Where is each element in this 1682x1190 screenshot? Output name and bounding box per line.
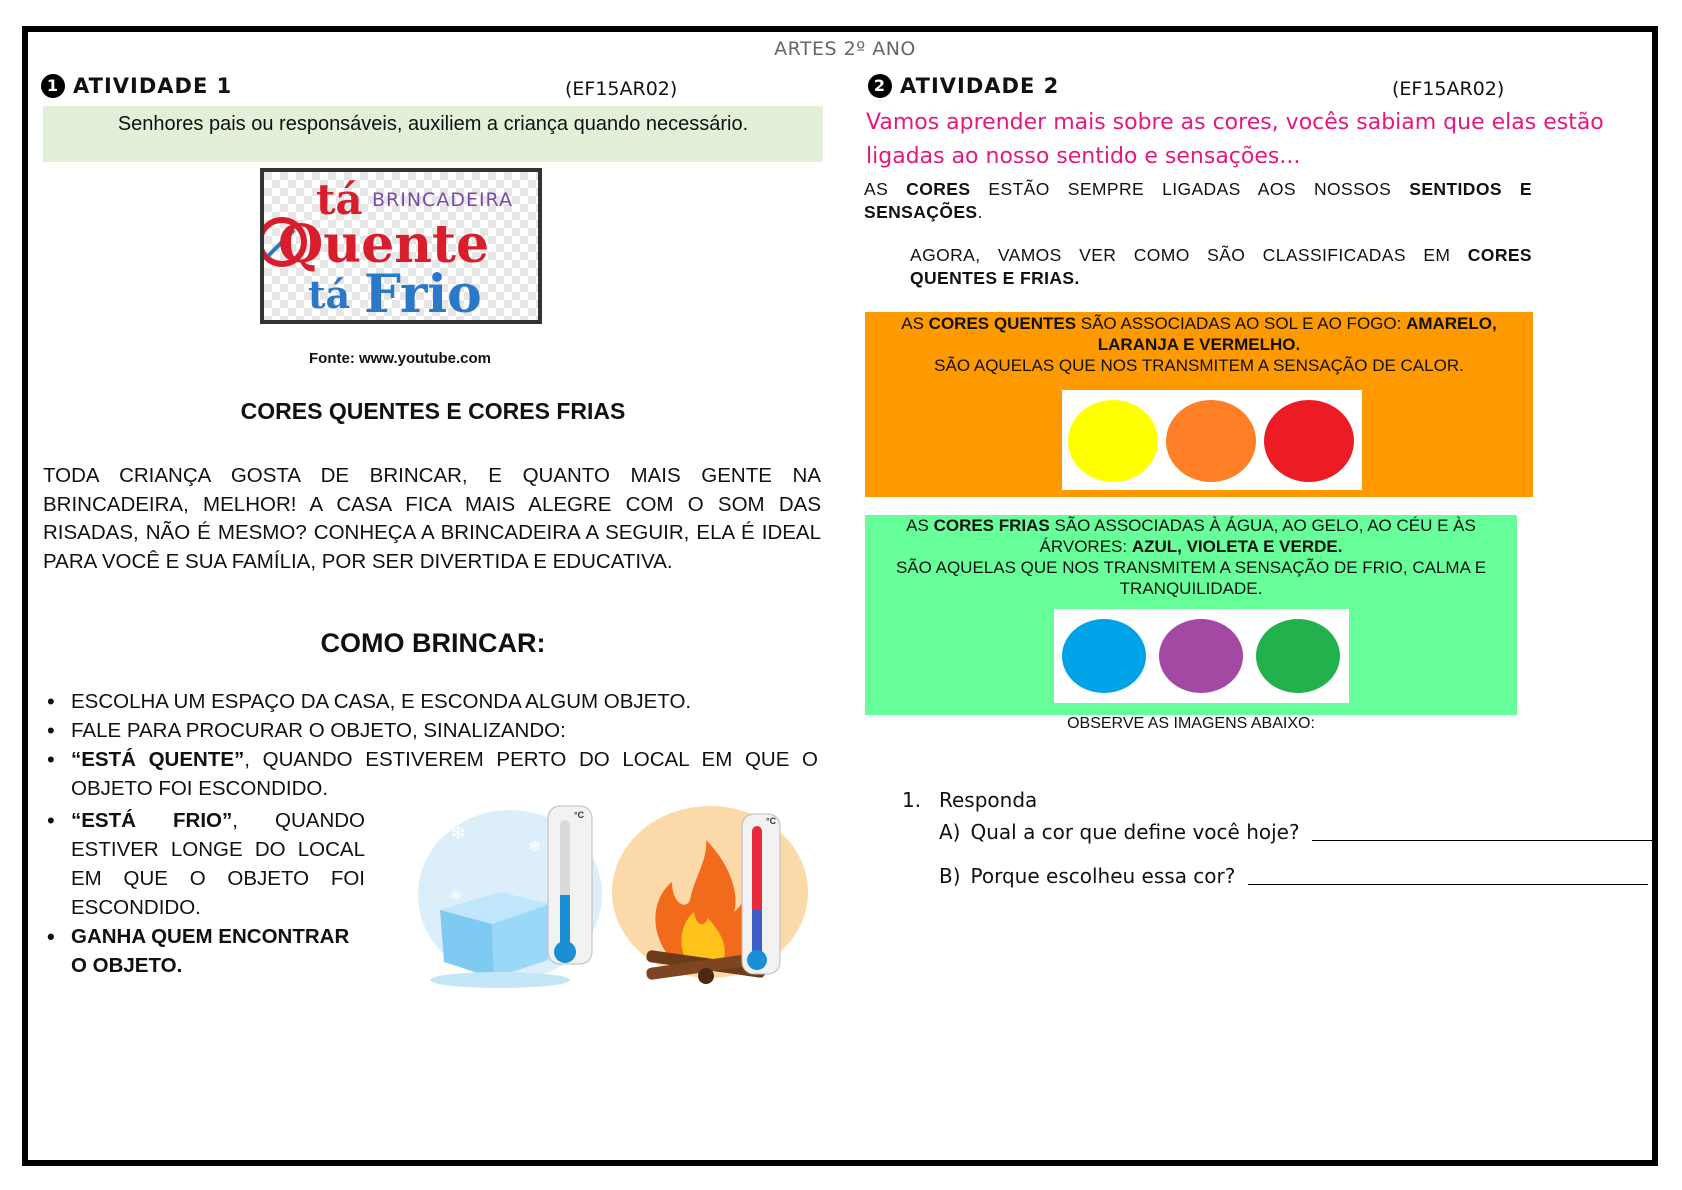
- senses-text-2: ESTÃO SEMPRE LIGADAS AOS NOSSOS: [970, 179, 1410, 199]
- cool-bold-2: AZUL, VIOLETA E VERDE.: [1131, 537, 1343, 556]
- cool-colors-text: [865, 515, 1517, 599]
- question-number: 1.: [902, 788, 922, 812]
- activity-2-number: 2: [868, 74, 892, 98]
- step-4-text: , QUANDO ESTIVER LONGE DO LOCAL EM QUE O OBJETO FOI ESCONDIDO.: [71, 809, 365, 919]
- logo-frio: Frio: [364, 264, 482, 320]
- question-b-text: Porque escolheu essa cor?: [970, 864, 1236, 888]
- question-title: Responda: [939, 788, 1038, 812]
- svg-text:❄: ❄: [450, 823, 467, 845]
- cool-colors-box: [865, 515, 1517, 715]
- question-b: [939, 864, 1649, 888]
- activity-2-label: ATIVIDADE 2: [900, 74, 1060, 98]
- activity-1-code: (EF15AR02): [565, 78, 678, 100]
- classification-text: AGORA, VAMOS VER COMO SÃO CLASSIFICADAS EM: [910, 245, 1468, 265]
- svg-text:❄: ❄: [528, 839, 542, 856]
- warm-bold-1: CORES QUENTES: [928, 314, 1077, 333]
- warm-text-3: SÃO AQUELAS QUE NOS TRANSMITEM A SENSAÇÃO DE CALOR.: [934, 356, 1464, 375]
- step-4-bold: “ESTÁ FRIO”: [71, 809, 233, 832]
- steps-list: [43, 687, 818, 803]
- classification-bold: CORES QUENTES E FRIAS.: [910, 245, 1532, 288]
- intro-paragraph: TODA CRIANÇA GOSTA DE BRINCAR, E QUANTO MAIS GENTE NA BRINCADEIRA, MELHOR! A CASA FICA MAIS ALEGRE COM O SOM DAS RISADAS, NÃO É MESMO? CONHEÇA A BRINCADEIRA A SEGUIR, ELA É IDEAL PARA VOCÊ E SUA FAMÍLIA, POR SER DIVERTIDA E EDUCATIVA.: [43, 464, 821, 573]
- logo-quente: Quente: [278, 214, 490, 275]
- observe-note: OBSERVE AS IMAGENS ABAIXO:: [1067, 715, 1315, 732]
- swatch-yellow: [1068, 400, 1158, 482]
- warm-bold-2: AMARELO, LARANJA E VERMELHO.: [1097, 314, 1497, 354]
- colors-intro: Vamos aprender mais sobre as cores, vocês sabiam que elas estão ligadas ao nosso sentido e sensações...: [866, 110, 1604, 169]
- how-to-play-heading: COMO BRINCAR:: [320, 628, 546, 658]
- classification-paragraph: [910, 244, 1532, 290]
- cool-text-1: AS: [906, 516, 934, 535]
- unit-label-hot: °C: [766, 816, 777, 826]
- cool-text-3: SÃO AQUELAS QUE NOS TRANSMITEM A SENSAÇÃO DE FRIO, CALMA E TRANQUILIDADE.: [895, 558, 1487, 598]
- activity-1-title: [41, 74, 232, 98]
- steps-list-continued: [43, 806, 365, 980]
- senses-text-1: AS: [864, 179, 907, 199]
- swatch-red: [1264, 400, 1354, 482]
- question-a-text: Qual a cor que define você hoje?: [970, 820, 1300, 844]
- cool-swatches: [1054, 609, 1349, 703]
- senses-bold-2: SENTIDOS E SENSAÇÕES: [864, 179, 1532, 222]
- warm-swatches: [1062, 390, 1362, 490]
- logo-art: [264, 172, 538, 320]
- section-heading: CORES QUENTES E CORES FRIAS: [240, 398, 626, 424]
- image-source: Fonte: www.youtube.com: [309, 350, 491, 367]
- swatch-green: [1256, 619, 1340, 693]
- activity-2-code: (EF15AR02): [1392, 78, 1505, 100]
- unit-label-cold: °C: [574, 810, 585, 820]
- swatch-violet: [1159, 619, 1243, 693]
- step-4: [43, 806, 365, 922]
- activity-2-title: [868, 74, 1059, 98]
- game-logo: [260, 168, 542, 324]
- swatch-orange: [1166, 400, 1256, 482]
- step-5: • GANHA QUEM ENCONTRAR O OBJETO.: [43, 922, 365, 980]
- step-3-bold: “ESTÁ QUENTE”: [71, 748, 245, 771]
- activity-1-number: 1: [41, 74, 65, 98]
- thermometer-hot-icon: [742, 814, 780, 974]
- question-a-label: A): [939, 820, 961, 844]
- warm-colors-text: [865, 313, 1533, 376]
- step-3: [43, 745, 818, 803]
- logo-ta-2: tá: [308, 272, 351, 317]
- logo-ta-1: tá: [316, 175, 363, 224]
- answer-a-line[interactable]: [1312, 822, 1652, 841]
- step-2: • FALE PARA PROCURAR O OBJETO, SINALIZANDO:: [43, 716, 818, 745]
- hot-cold-illustration: [410, 800, 820, 995]
- activity-1-label: ATIVIDADE 1: [73, 74, 233, 98]
- warm-text-2: SÃO ASSOCIADAS AO SOL E AO FOGO:: [1076, 314, 1407, 333]
- step-1: • ESCOLHA UM ESPAÇO DA CASA, E ESCONDA ALGUM OBJETO.: [43, 687, 818, 716]
- question-a: [939, 820, 1649, 844]
- cool-bold-1: CORES FRIAS: [933, 516, 1050, 535]
- logo-brincadeira: BRINCADEIRA: [372, 189, 513, 211]
- senses-text-3: .: [977, 202, 983, 222]
- warm-text-1: AS: [901, 314, 929, 333]
- parents-notice: Senhores pais ou responsáveis, auxiliem a criança quando necessário.: [43, 106, 823, 162]
- answer-b-line[interactable]: [1248, 866, 1648, 885]
- senses-bold-1: CORES: [906, 179, 971, 199]
- step-3-text: , QUANDO ESTIVEREM PERTO DO LOCAL EM QUE O OBJETO FOI ESCONDIDO.: [71, 748, 819, 800]
- swatch-blue: [1062, 619, 1146, 693]
- thermometer-cold-icon: [548, 806, 592, 964]
- page-header: ARTES 2º ANO: [774, 38, 916, 60]
- warm-colors-box: [865, 312, 1533, 497]
- svg-text:❄: ❄: [450, 887, 462, 903]
- cool-text-2: SÃO ASSOCIADAS À ÁGUA, AO GELO, AO CÉU E ÀS ÁRVORES:: [1039, 516, 1476, 556]
- senses-paragraph: [864, 178, 1532, 224]
- question-b-label: B): [939, 864, 961, 888]
